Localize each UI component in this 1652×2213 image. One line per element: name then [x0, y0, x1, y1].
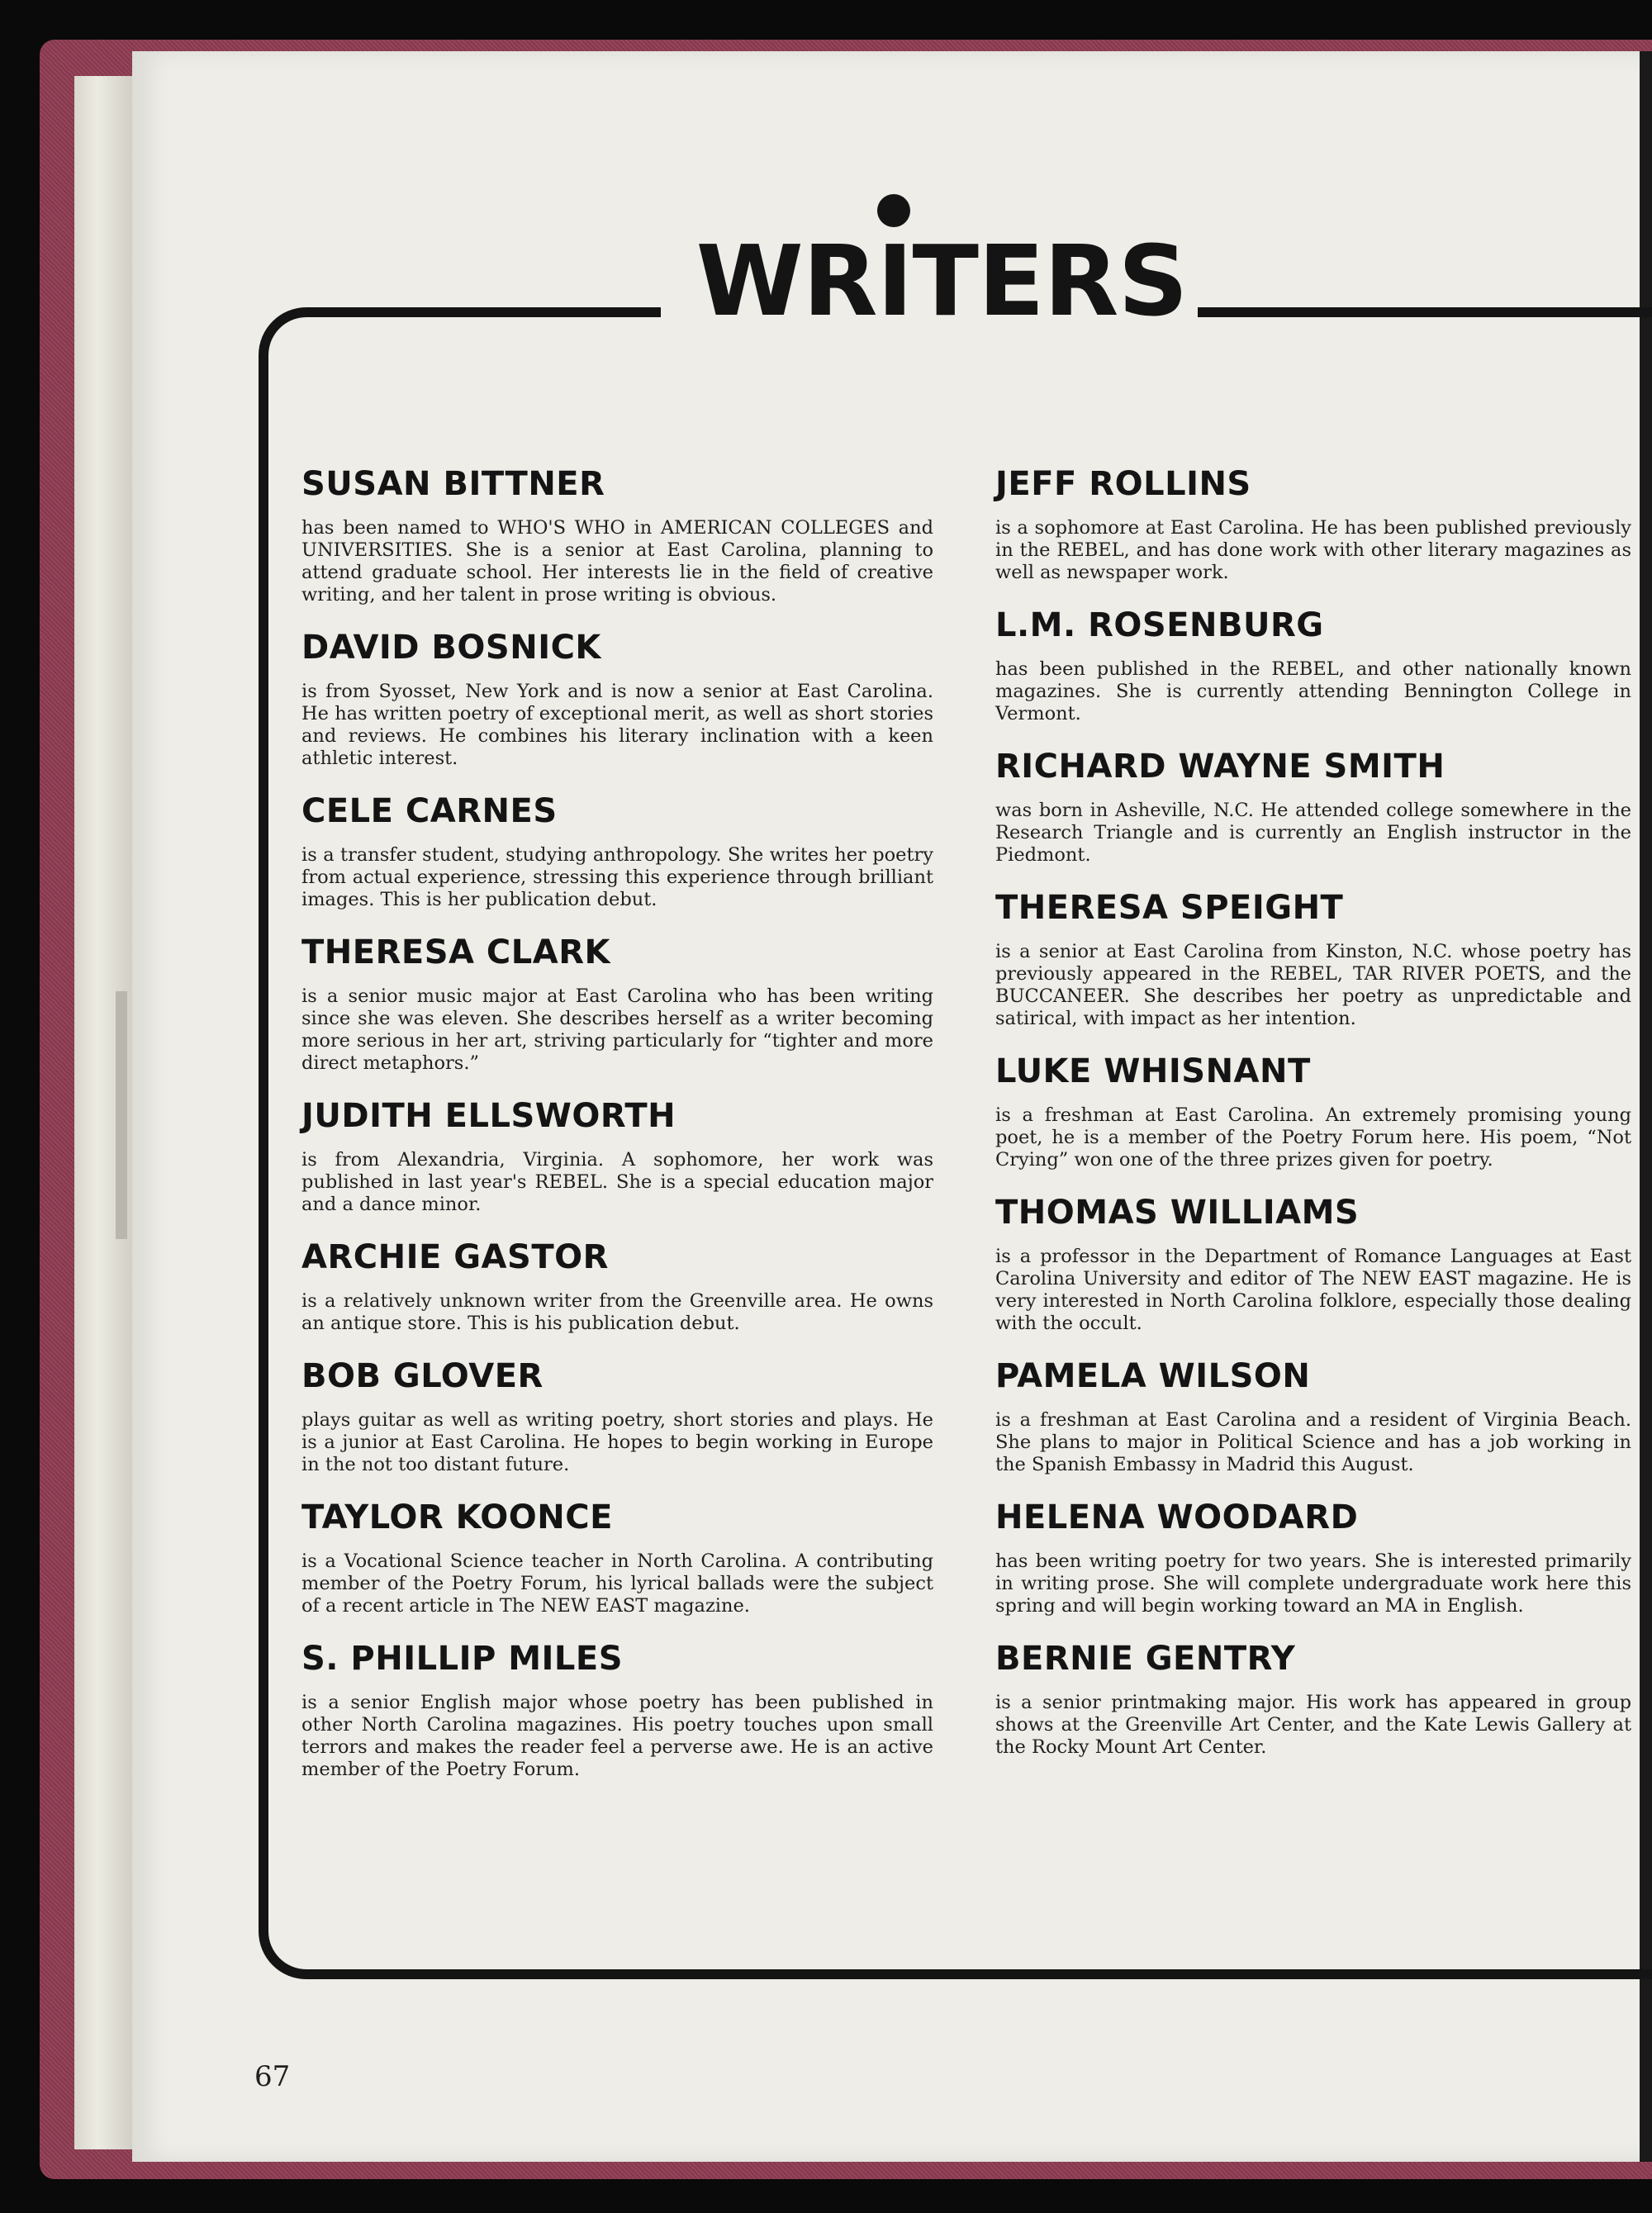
writer-entry: [995, 745, 1631, 867]
writer-bio: is a freshman at East Carolina. An extremely promising young poet, he is a member of the Poetry Forum here. His poem, “Not Crying” won one of the three prizes given for poetry.: [995, 1104, 1631, 1171]
writer-entry: [301, 931, 933, 1075]
writer-entry: [301, 790, 933, 911]
page-title: WRITERS: [695, 224, 1188, 338]
writer-name: PAMELA WILSON: [995, 1357, 1311, 1395]
writer-name: L.M. ROSENBURG: [995, 606, 1324, 644]
left-column: [301, 463, 933, 1801]
writer-name: JUDITH ELLSWORTH: [301, 1097, 676, 1135]
writer-entry: [301, 1355, 933, 1476]
writer-entry: [995, 1355, 1631, 1476]
writer-entry: [301, 1236, 933, 1335]
writer-bio: is a senior printmaking major. His work has appeared in group shows at the Greenville Art Center, and the Kate Lewis Gallery at the Rocky Mount Art Center.: [995, 1692, 1631, 1758]
writer-name: JEFF ROLLINS: [995, 465, 1251, 503]
writer-bio: is a senior English major whose poetry has been published in other North Carolina magazines. His poetry touches upon small terrors and makes the reader feel a perverse awe. He is an active member of the Poetry Forum.: [301, 1692, 933, 1780]
writer-name: HELENA WOODARD: [995, 1498, 1359, 1536]
writer-name: THERESA CLARK: [301, 933, 610, 971]
writer-name: ARCHIE GASTOR: [301, 1238, 609, 1276]
writer-entry: [301, 1095, 933, 1216]
writer-name: THERESA SPEIGHT: [995, 889, 1344, 927]
writer-entry: [995, 1191, 1631, 1335]
writer-bio: is a relatively unknown writer from the Greenville area. He owns an antique store. This is his publication debut.: [301, 1290, 933, 1334]
writer-name: TAYLOR KOONCE: [301, 1498, 613, 1536]
writer-name: BOB GLOVER: [301, 1357, 544, 1395]
writer-bio: is from Alexandria, Virginia. A sophomore, her work was published in last year's REBEL. She is a special education major and a dance minor.: [301, 1149, 933, 1215]
writer-entry: [301, 1496, 933, 1617]
writer-entry: [301, 1637, 933, 1781]
writer-bio: plays guitar as well as writing poetry, short stories and plays. He is a junior at East Carolina. He hopes to begin working in Europe in the not too distant future.: [301, 1409, 933, 1475]
right-column: [995, 463, 1631, 1778]
writer-name: LUKE WHISNANT: [995, 1052, 1311, 1090]
writer-bio: is a Vocational Science teacher in North Carolina. A contributing member of the Poetry Forum, his lyrical ballads were the subject of a recent article in The NEW EAST magazine.: [301, 1551, 933, 1617]
writer-entry: [995, 886, 1631, 1030]
writer-bio: is a sophomore at East Carolina. He has been published previously in the REBEL, and has done work with other literary magazines as well as newspaper work.: [995, 517, 1631, 583]
writer-entry: [301, 626, 933, 770]
writer-bio: is a professor in the Department of Romance Languages at East Carolina University and editor of The NEW EAST magazine. He is very interested in North Carolina folklore, especially those dealing with the occult.: [995, 1246, 1631, 1334]
spine-label: [116, 991, 127, 1239]
writer-bio: has been published in the REBEL, and other nationally known magazines. She is currently attending Bennington College in Vermont.: [995, 658, 1631, 724]
writer-entry: [301, 463, 933, 606]
writer-entry: [995, 1637, 1631, 1759]
writer-name: THOMAS WILLIAMS: [995, 1194, 1360, 1232]
writer-bio: is a senior music major at East Carolina who has been writing since she was eleven. She describes herself as a writer becoming more serious in her art, striving particularly for “tighter and more direct metaphors.”: [301, 985, 933, 1074]
writer-bio: has been named to WHO'S WHO in AMERICAN COLLEGES and UNIVERSITIES. She is a senior at East Carolina, planning to attend graduate school. Her interests lie in the field of creative writing, and her talent in prose writing is obvious.: [301, 517, 933, 605]
writer-name: CELE CARNES: [301, 792, 558, 830]
writer-bio: is a senior at East Carolina from Kinston, N.C. whose poetry has previously appeared in the REBEL, TAR RIVER POETS, and the BUCCANEER. She describes her poetry as unpredictable and satirical, with impact as her intention.: [995, 941, 1631, 1029]
page-number: 67: [254, 2060, 291, 2093]
writer-entry: [995, 463, 1631, 584]
writer-name: BERNIE GENTRY: [995, 1640, 1296, 1678]
writer-bio: is a freshman at East Carolina and a resident of Virginia Beach. She plans to major in Political Science and has a job working in the Spanish Embassy in Madrid this August.: [995, 1409, 1631, 1475]
writer-entry: [995, 1496, 1631, 1617]
title-dot: [877, 194, 910, 227]
writer-name: SUSAN BITTNER: [301, 465, 605, 503]
writer-entry: [995, 604, 1631, 725]
writer-name: RICHARD WAYNE SMITH: [995, 748, 1446, 786]
writer-bio: has been writing poetry for two years. She is interested primarily in writing prose. She will complete undergraduate work here this spring and will begin working toward an MA in English.: [995, 1551, 1631, 1617]
writer-entry: [995, 1050, 1631, 1171]
writer-bio: was born in Asheville, N.C. He attended college somewhere in the Research Triangle and is currently an English instructor in the Piedmont.: [995, 800, 1631, 866]
writer-name: S. PHILLIP MILES: [301, 1640, 624, 1678]
writer-bio: is from Syosset, New York and is now a senior at East Carolina. He has written poetry of exceptional merit, as well as short stories and reviews. He combines his literary inclination with a keen athletic interest.: [301, 681, 933, 769]
writer-bio: is a transfer student, studying anthropology. She writes her poetry from actual experience, stressing this experience through brilliant images. This is her publication debut.: [301, 844, 933, 910]
writer-name: DAVID BOSNICK: [301, 629, 601, 667]
